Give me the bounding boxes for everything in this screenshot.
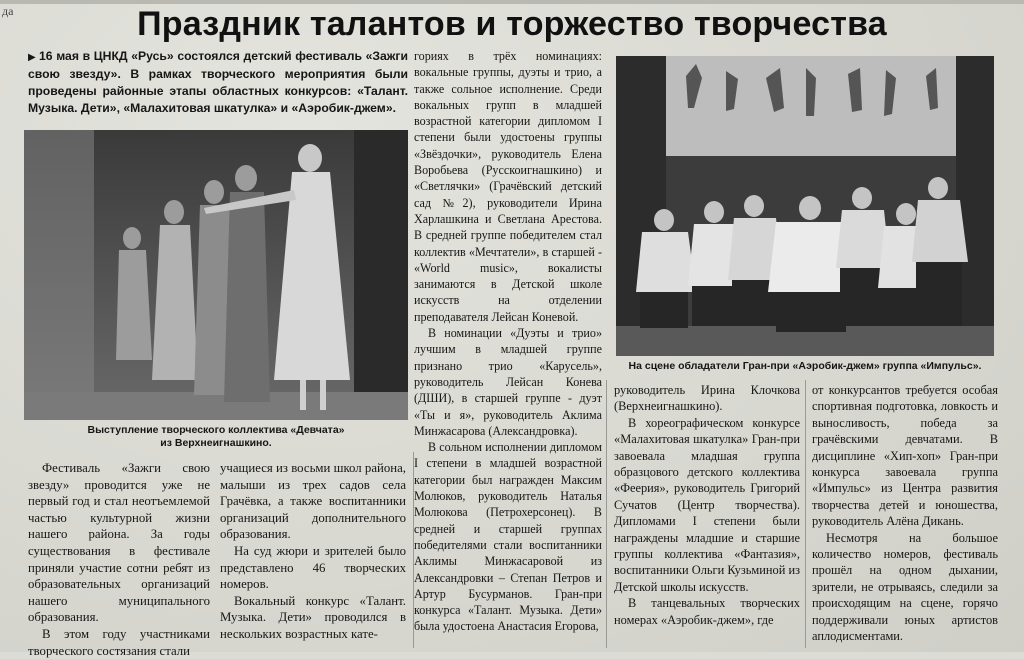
paragraph: В танцевальных творческих номерах «Аэробик-джем», где (614, 596, 800, 627)
paragraph: Несмотря на большое количество номеров, фестиваль прошёл на одном дыхании, зрители, не отрываясь, следили за происходящим на сцене, горячо поддерживали юных артистов аплодисментами. (812, 530, 998, 644)
article-column-1 (28, 460, 210, 659)
paragraph: от конкурсантов требуется особая спортивная подготовка, ловкость и выносливость, победа за грачёвскими девчатами. В дисциплине «Хип-хоп» Гран-при конкурса завоевала группа «Импульс» из Центра развития творчества детей и юношества, руководитель Алёна Дикань. (812, 383, 998, 529)
photo-impuls-group (616, 56, 994, 356)
paragraph: В сольном исполнении дипломом I степени в младшей возрастной категории был награжден Максим Молюков, руководитель Наталья Молюкова (Петрохерсонец). В средней и старшей группах победителями стали воспитанники Аклимы Минжасаровой из Александровки – Степан Петров и Артур Бусурманов. Гран-при конкурса «Талант. Музыка. Дети» была удостоена Анастасия Егорова, (414, 440, 602, 634)
paragraph: Фестиваль «Зажги свою звезду» проводится уже не первый год и стал неотъемлемой частью культурной жизни нашего района. За годы существования в фестивале приняли участие сотни ребят из образовательных организаций нашего муниципального образования. (28, 461, 210, 625)
paragraph: руководитель Ирина Клочкова (Верхнеигнашкино). (614, 383, 800, 414)
paragraph: В хореографическом конкурсе «Малахитовая шкатулка» Гран-при завоевала младшая группа образцового детского коллектива «Феерия», руководитель Григорий Сучатов (Центр творчества). Дипломами I степени были награждены младшие и старшие группы коллектива «Фантазия», воспитанники Ольги Кузьминой из Детской школы искусств. (614, 415, 800, 594)
photo-right-caption: На сцене обладатели Гран-при «Аэробик-джем» группа «Импульс». (628, 360, 982, 372)
article-column-4 (614, 382, 800, 628)
photo-left-caption-line2: из Верхнеигнашкино. (160, 437, 272, 449)
photo-devchata-performance (24, 130, 408, 420)
photo-devchata-image (24, 130, 408, 420)
paragraph: Вокальный конкурс «Талант. Музыка. Дети» проводился в нескольких возрастных кате- (220, 593, 406, 641)
article-column-2 (220, 460, 406, 643)
article-lead (28, 48, 408, 117)
bullet-arrow-icon: ▶ (28, 52, 36, 63)
article-headline: Праздник талантов и торжество творчества (137, 5, 887, 43)
paragraph: гориях в трёх номинациях: вокальные группы, дуэты и трио, а также сольное исполнение. Среди вокальных групп в младшей возрастной категории дипломом I степени были удостоены группы «Звёздочки», руководитель Елена Воробьева (Русскоигнашкино) и «Светлячки» (Грачёвский детский сад №2), руководители Ирина Харлашкина и Светлана Арестова. В средней группе победителем стал коллектив «Мечтатели», в старшей - «World music», вокалисты занимаются в Детской школе искусств на отделении преподавателя Лейсан Коневой. (414, 49, 602, 324)
column-divider (805, 380, 806, 648)
column-divider (606, 380, 607, 648)
edge-text-fragment: да (2, 4, 14, 18)
photo-left-caption-line1: Выступление творческого коллектива «Девчата» (87, 424, 345, 436)
photo-impuls-image (616, 56, 994, 356)
paragraph: учащиеся из восьми школ района, малыши из трех садов села Грачёвка, а также воспитанники организаций дополнительного образования. (220, 461, 406, 542)
photo-left-caption (24, 424, 408, 450)
article-column-3 (414, 48, 602, 635)
paragraph: На суд жюри и зрителей было представлено 46 творческих номеров. (220, 543, 406, 592)
lead-text: 16 мая в ЦНКД «Русь» состоялся детский фестиваль «Зажги свою звезду». В рамках творческого мероприятия были проведены районные этапы областных конкурсов: «Талант. Музыка. Дети», «Малахитовая шкатулка» и «Аэробик-джем». (28, 49, 408, 115)
article-column-5 (812, 382, 998, 645)
paragraph: В этом году участниками творческого состязания стали (28, 626, 210, 658)
paragraph: В номинации «Дуэты и трио» лучшим в младшей группе признано трио «Карусель», руководитель Лейсан Конева (ДШИ), в старшей группе - дуэт «Ты и я», руководитель Аклима Минжасарова (Александровка). (414, 326, 602, 438)
